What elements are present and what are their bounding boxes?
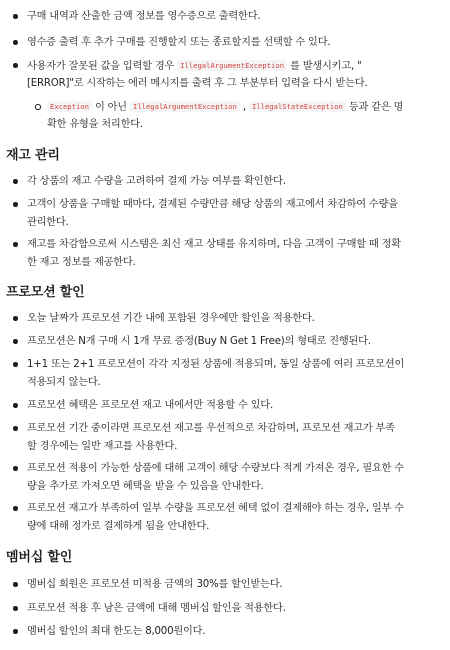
- list-item: 영수증 출력 후 추가 구매를 진행할지 또는 종료할지를 선택할 수 있다.: [27, 37, 331, 48]
- section-heading-promotion: 프로모션 할인: [6, 285, 85, 300]
- list-bullet: [13, 403, 18, 408]
- list-item: 재고를 차감함으로써 시스템은 최신 재고 상태를 유지하며, 다음 고객이 구매할 때 정확: [27, 239, 401, 250]
- inline-code: Exception: [47, 101, 92, 112]
- list-item: 프로모션 적용 후 남은 금액에 대해 멤버십 할인을 적용한다.: [27, 603, 286, 614]
- sub-list-item-continuation: 확한 유형을 처리한다.: [47, 119, 143, 130]
- list-item: 프로모션 기간 중이라면 프로모션 재고를 우선적으로 차감하며, 프로모션 재고가 부족: [27, 423, 395, 434]
- list-bullet: [13, 629, 18, 634]
- list-bullet: [13, 14, 18, 19]
- list-item: 각 상품의 재고 수량을 고려하여 결제 가능 여부를 확인한다.: [27, 176, 286, 187]
- list-bullet: [13, 202, 18, 207]
- list-bullet: [13, 339, 18, 344]
- list-item: 멤버십 회원은 프로모션 미적용 금액의 30%를 할인받는다.: [27, 579, 283, 590]
- list-item-continuation: 량에 대해 정가로 결제하게 됨을 안내한다.: [27, 521, 210, 532]
- section-heading-membership: 멤버십 할인: [6, 550, 73, 565]
- list-item-continuation: 관리한다.: [27, 217, 69, 228]
- list-bullet: [13, 63, 18, 68]
- list-bullet: [13, 40, 18, 45]
- list-bullet: [13, 362, 18, 367]
- inline-code: IllegalArgumentException: [177, 60, 287, 71]
- inline-code: IllegalStateException: [249, 101, 346, 112]
- list-item: 프로모션 재고가 부족하여 일부 수량을 프로모션 혜택 없이 결제해야 하는 경우, 일부 수: [27, 503, 404, 514]
- list-item: 프로모션은 N개 구매 시 1개 무료 증정(Buy N Get 1 Free)의 형태로 진행된다.: [27, 336, 371, 347]
- list-item-continuation: 한 재고 정보를 제공한다.: [27, 257, 136, 268]
- list-bullet: [13, 506, 18, 511]
- list-item: 구매 내역과 산출한 금액 정보를 영수증으로 출력한다.: [27, 11, 261, 22]
- section-heading-inventory: 재고 관리: [6, 148, 60, 163]
- list-bullet: [13, 582, 18, 587]
- list-bullet: [13, 606, 18, 611]
- sub-list-bullet: [35, 104, 41, 110]
- list-item-continuation: 적용되지 않는다.: [27, 377, 101, 388]
- list-item: 사용자가 잘못된 값을 입력할 경우 IllegalArgumentException 를 발생시키고, ": [27, 61, 362, 72]
- list-bullet: [13, 426, 18, 431]
- list-item: 프로모션 적용이 가능한 상품에 대해 고객이 해당 수량보다 적게 가져온 경우, 필요한 수: [27, 463, 404, 474]
- list-item-continuation: [ERROR]"로 시작하는 에러 메시지를 출력 후 그 부분부터 입력을 다시 받는다.: [27, 78, 368, 89]
- list-item: 멤버십 할인의 최대 한도는 8,000원이다.: [27, 626, 206, 637]
- sub-list-item: Exception 이 아닌 IllegalArgumentException , IllegalStateException 등과 같은 명: [47, 100, 403, 114]
- list-item: 1+1 또는 2+1 프로모션이 각각 지정된 상품에 적용되며, 동일 상품에 여러 프로모션이: [27, 359, 405, 370]
- list-item-continuation: 할 경우에는 일반 재고를 사용한다.: [27, 441, 178, 452]
- list-item: 고객이 상품을 구매할 때마다, 결제된 수량만큼 해당 상품의 재고에서 차감하여 수량을: [27, 199, 398, 210]
- list-bullet: [13, 179, 18, 184]
- list-item-continuation: 량을 추가로 가져오면 혜택을 받을 수 있음을 안내한다.: [27, 481, 264, 492]
- list-bullet: [13, 466, 18, 471]
- list-bullet: [13, 316, 18, 321]
- list-bullet: [13, 242, 18, 247]
- inline-code: IllegalArgumentException: [130, 101, 240, 112]
- list-item: 프로모션 혜택은 프로모션 재고 내에서만 적용할 수 있다.: [27, 400, 274, 411]
- list-item: 오늘 날짜가 프로모션 기간 내에 포함된 경우에만 할인을 적용한다.: [27, 313, 315, 324]
